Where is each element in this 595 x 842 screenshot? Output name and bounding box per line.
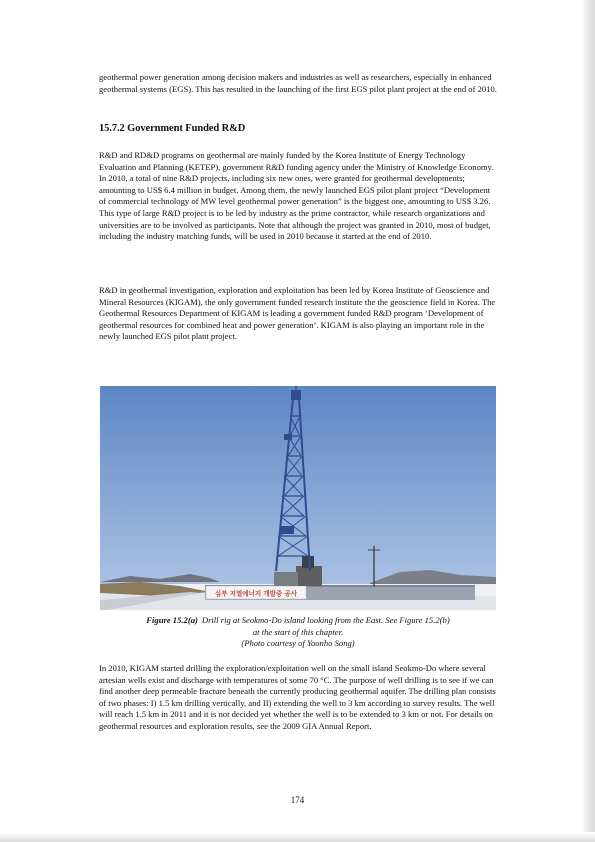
caption-label: Figure 15.2(a) [146,615,198,625]
kigam-paragraph: R&D in geothermal investigation, exploration and exploitation has been led by Korea Institute of Geoscience and Mineral Resources (KIGAM), the only government funded research institute the the geoscience field in Korea. The Geothermal Resources Department of KIGAM is leading a government funded R&D program ‘Development of geothermal resources for combined heat and power generation’. KIGAM is also playing an important role in the newly launched EGS pilot plant project. [99,285,496,342]
drilling-paragraph: In 2010, KIGAM started drilling the exploration/exploitation well on the small island Seokmo-Do where several artesian wells exist and discharge with temperatures of some 70 °C. The purpose of well drilling is to see if we can find another deep permeable fracture beneath the currently producing geothermal aquifer. The drilling plan consists of two phases: I) 1.5 km drilling vertically, and II) extending the well to 3 km according to survey results. The well will reach 1.5 km in 2011 and it is not decided yet whether the well is to be extended to 3 km or not. For details on geothermal resources and exploration results, see the 2009 GIA Annual Report. [99,663,496,731]
caption-text-line-1: Drill rig at Seokmo-Do island looking from the East. See Figure 15.2(b) [201,615,450,625]
figure-caption [100,615,496,650]
section-heading: 15.7.2 Government Funded R&D [99,123,246,134]
intro-paragraph: geothermal power generation among decision makers and industries as well as researchers, especially in enhanced geothermal systems (EGS). This has resulted in the launching of the first EGS pilot plant project at the end of 2010. [99,72,497,94]
caption-text-line-2: at the start of this chapter. [252,626,344,637]
caption-credit: (Photo courtesy of Yoonho Song) [241,638,355,649]
crown-block [291,390,301,400]
drill-rig-photo [100,386,496,610]
page-bottom-shadow [0,832,595,842]
page-edge-shadow [581,0,595,842]
page-number: 174 [290,795,305,805]
caption-first-line [100,615,496,627]
funding-paragraph: R&D and RD&D programs on geothermal are mainly funded by the Korea Institute of Energy Technology Evaluation and Planning (KETEP), government R&D funding agency under the Ministry of Knowledge Economy. In 2010, a total of nine R&D projects, including six new ones, were granted for geothermal developments; amounting to US$ 6.4 million in budget. Among them, the newly launched EGS pilot plant project “Development of commercial technology of MW level geothermal power generation” is the biggest one, amounting to US$ 3.26. This type of large R&D project is to be led by industry as the prime contractor, while research organizations and universities are to be involved as participants. Note that although the project was granted in 2010, most of budget, including the industry matching funds, will be used in 2010 because it started at the end of 2010. [99,150,494,242]
banner-text: 심부 지열에너지 개발중 공사 [214,589,298,598]
